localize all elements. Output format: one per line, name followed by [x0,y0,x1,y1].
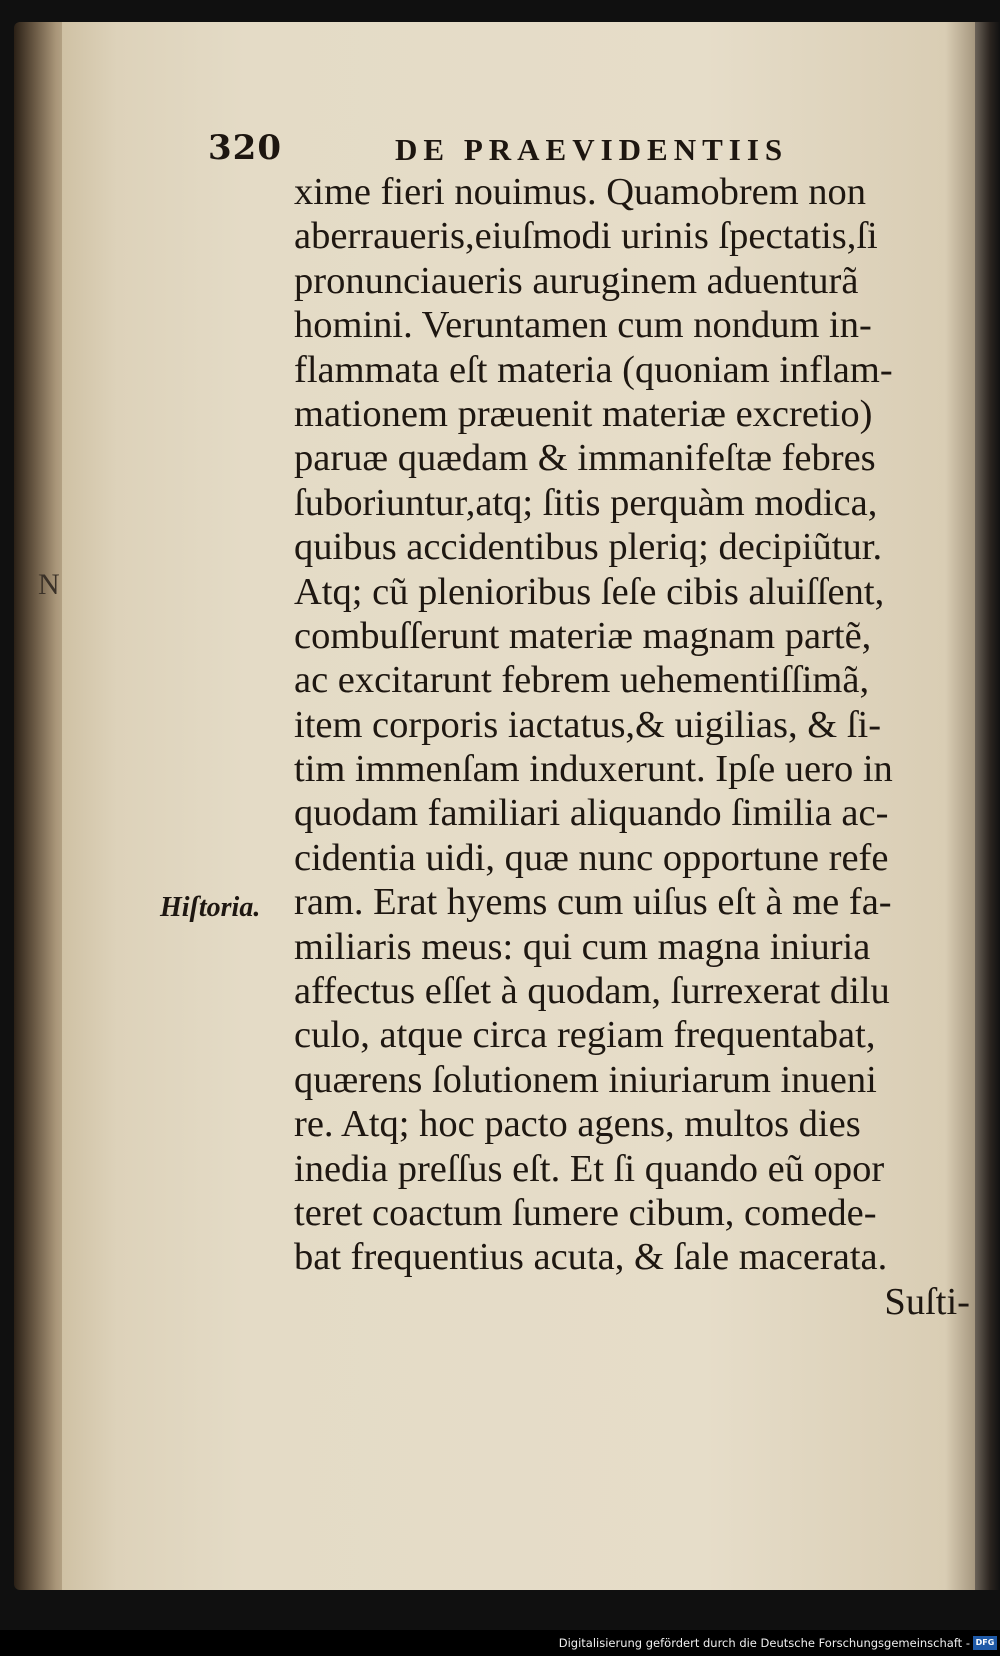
text-line: paruæ quædam & immanifeſtæ febres [294,437,876,480]
text-line: inedia preſſus eſt. Et ſi quando eũ opor [294,1147,885,1190]
text-line: affectus eſſet à quodam, ſurrexerat dilu [294,970,890,1013]
text-line: miliaris meus: qui cum magna iniuria [294,925,871,968]
text-line: flammata eſt materia (quoniam inflam- [294,348,893,391]
page-number: 320 [208,128,282,168]
page-gutter-shadow [975,22,1000,1590]
text-line: ſuboriuntur,atq; ſitis perquàm modica, [294,481,878,524]
marginal-note: Hiſtoria. [160,892,261,923]
text-line: culo, atque circa regiam frequentabat, [294,1014,876,1057]
text-line: item corporis iactatus,& uigilias, & ſi- [294,703,882,746]
page-header [208,128,878,174]
text-line: quærens ſolutionem iniuriarum inueni [294,1058,877,1101]
margin-mark: N [38,568,60,601]
funding-credit: Digitalisierung gefördert durch die Deutsche Forschungsgemeinschaft - [558,1636,970,1650]
text-line: quibus accidentibus pleriq; decipiũtur. [294,526,883,569]
text-line: Atq; cũ plenioribus ſeſe cibis aluiſſent, [294,570,885,613]
text-line: pronunciaueris auruginem aduenturã [294,259,859,302]
text-line: re. Atq; hoc pacto agens, multos dies [294,1103,861,1146]
text-line: tim immenſam induxerunt. Ipſe uero in [294,748,893,791]
text-line: xime fieri nouimus. Quamobrem non [294,171,867,213]
text-line: ram. Erat hyems cum uiſus eſt à me fa- [294,881,892,924]
catchword: Suſti- [884,1280,970,1323]
running-head: DE PRAEVIDENTIIS [395,132,789,167]
text-line: ac excitarunt febrem uehementiſſimã, [294,659,870,702]
text-line: quodam familiari aliquando ſimilia ac- [294,792,889,835]
text-line: aberraueris,eiuſmodi urinis ſpectatis,ſi [294,215,878,258]
text-line: mationem præuenit materiæ excretio) [294,392,873,435]
body-text [294,170,974,1324]
text-line: cidentia uidi, quæ nunc opportune refe [294,836,889,879]
text-line: combuſſerunt materiæ magnam partẽ, [294,614,872,657]
text-line: teret coactum ſumere cibum, comede- [294,1191,877,1234]
dfg-logo: DFG [973,1636,997,1650]
text-line: homini. Veruntamen cum nondum in- [294,304,872,347]
text-line: bat frequentius acuta, & ſale macerata. [294,1236,888,1279]
